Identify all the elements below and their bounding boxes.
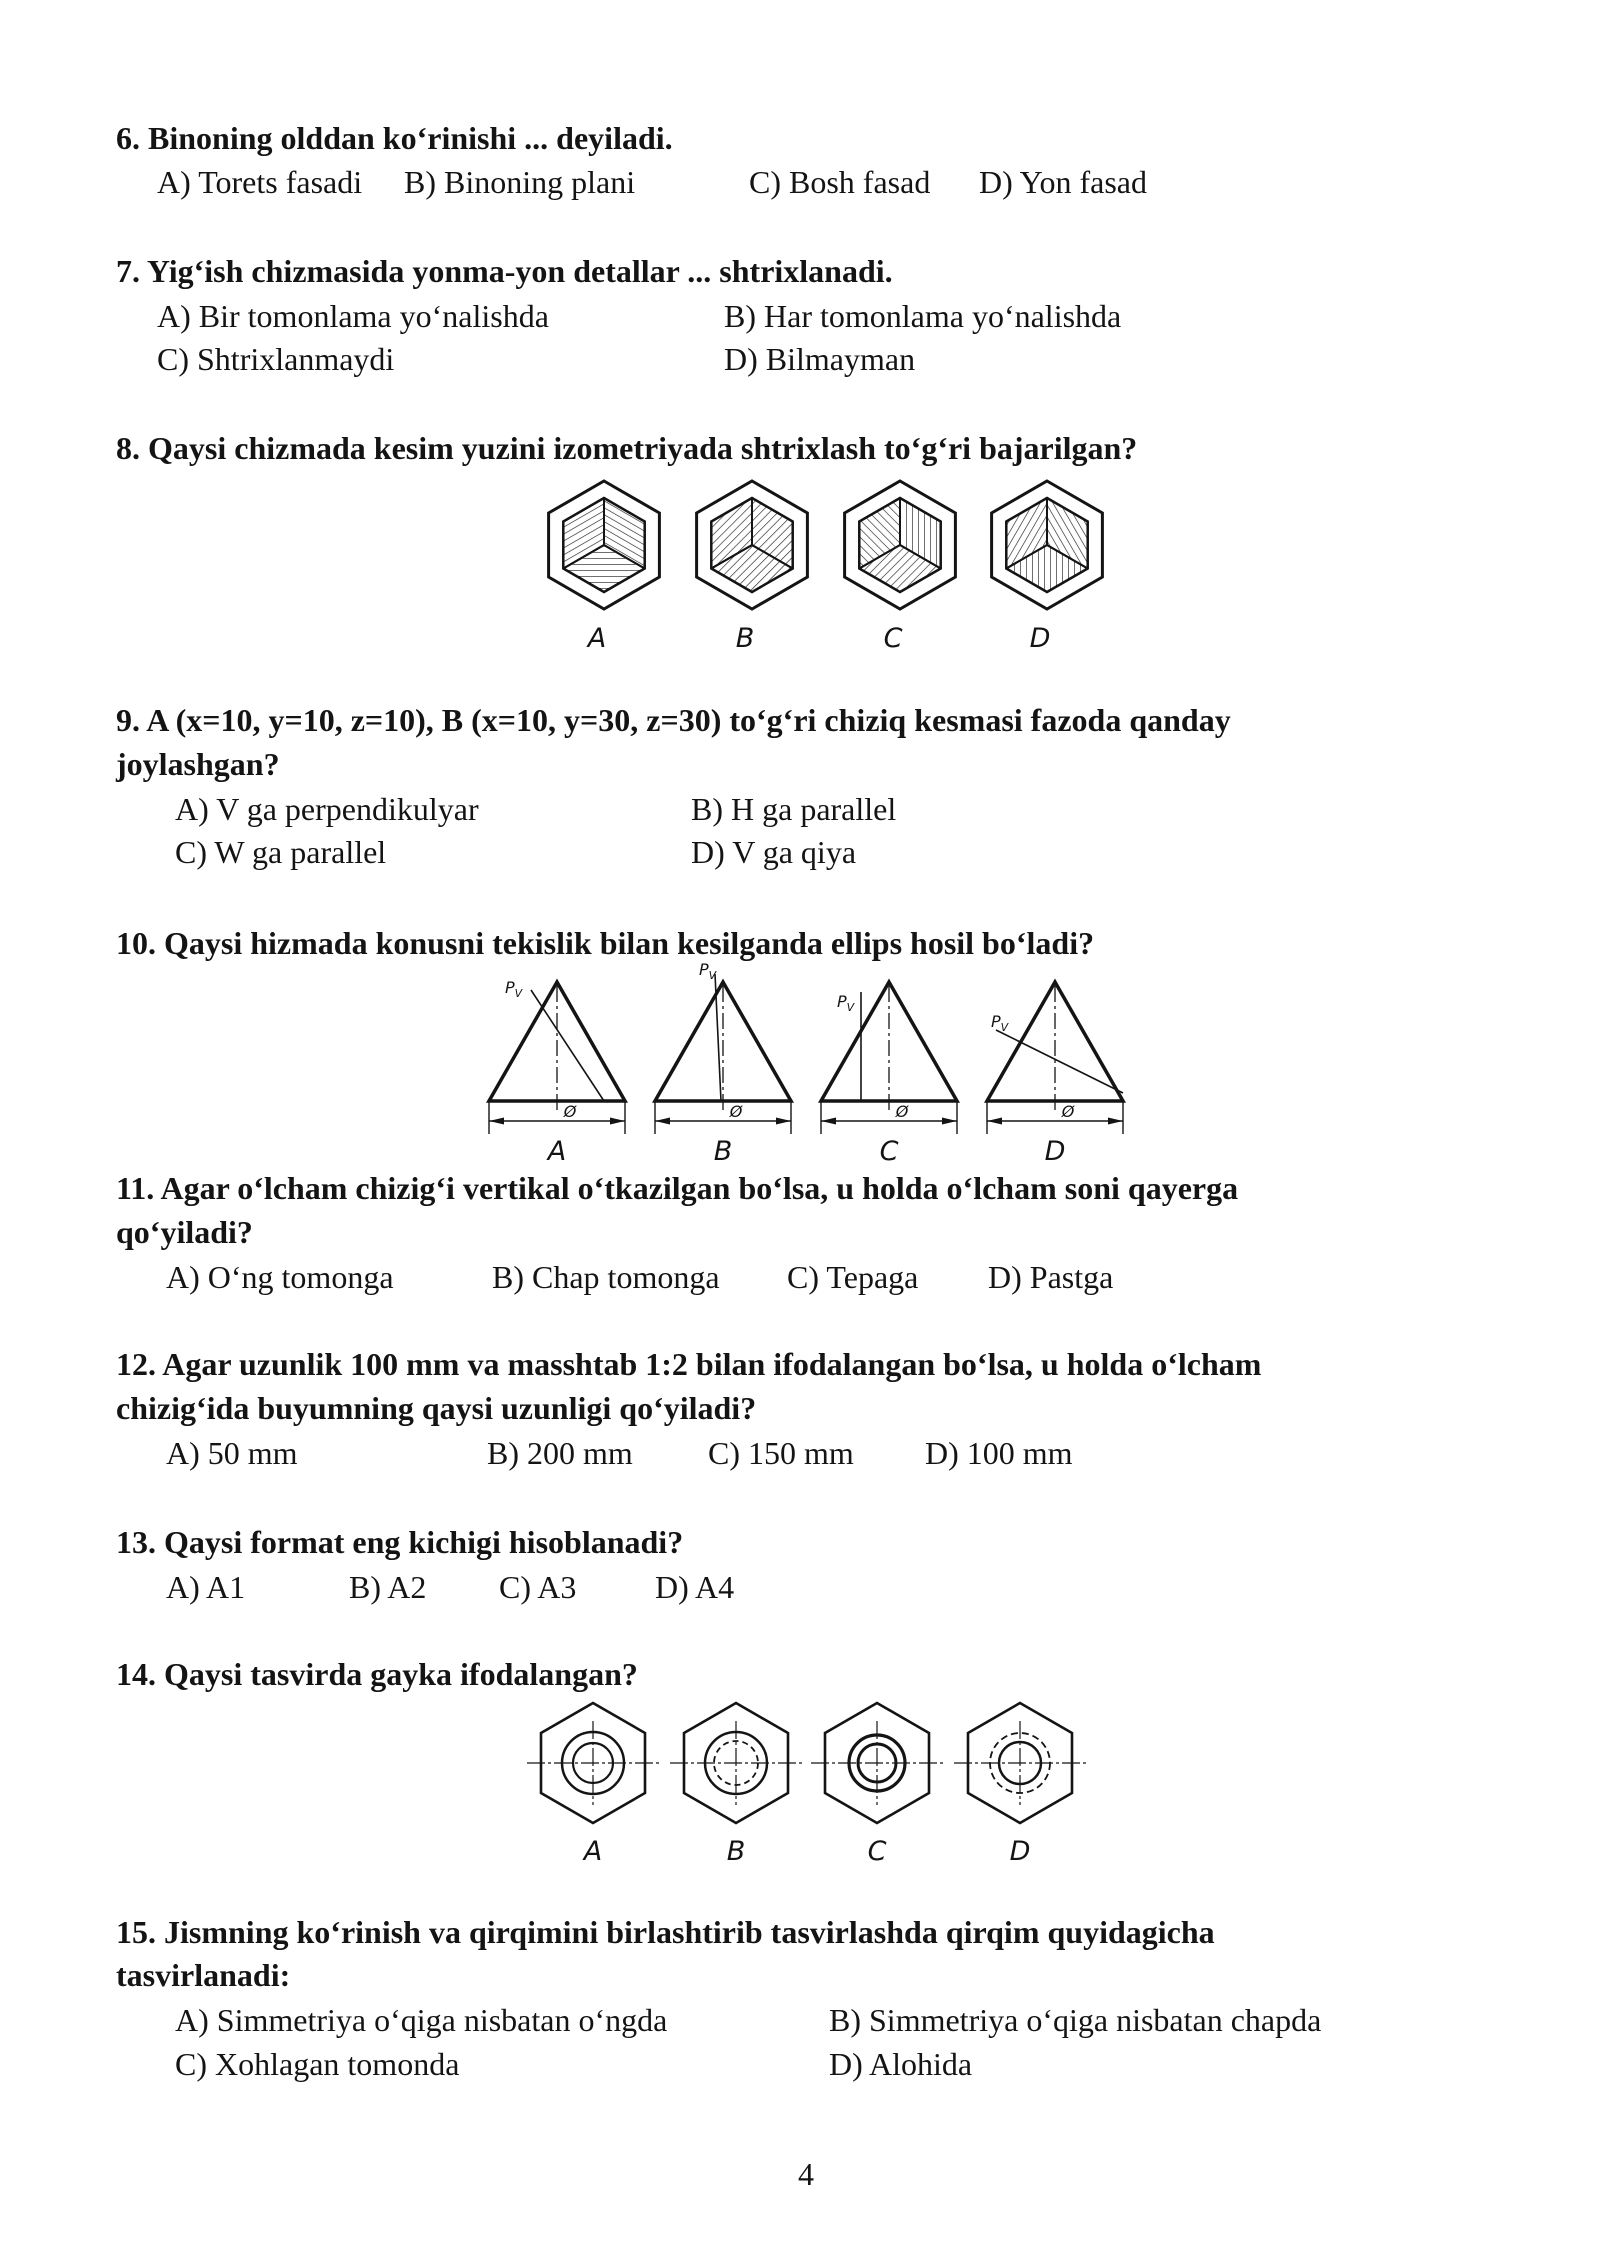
answer-option-c: C) Xohlagan tomonda <box>175 2046 460 2082</box>
q10-option-c-drawing <box>821 982 957 1134</box>
question-title: 10. Qaysi hizmada konusni tekislik bilan kesilganda ellips hosil bo‘ladi? <box>116 925 1095 961</box>
answer-option-a: A) A1 <box>166 1569 246 1605</box>
plane-symbol: P <box>699 960 709 979</box>
question-title: 13. Qaysi format eng kichigi hisoblanadi? <box>116 1524 684 1560</box>
answer-option-c: C) Bosh fasad <box>749 164 931 200</box>
q10-option-c-label: C <box>879 1136 899 1167</box>
plane-subscript: V <box>514 987 523 1000</box>
answer-option-d: D) A4 <box>655 1569 735 1605</box>
answer-option-d: D) 100 mm <box>925 1435 1073 1471</box>
question-title: 8. Qaysi chizmada kesim yuzini izometriyada shtrixlash to‘g‘ri bajarilgan? <box>116 430 1138 466</box>
answer-option-c: C) 150 mm <box>708 1435 854 1471</box>
plane-symbol: P <box>505 978 515 997</box>
cutting-plane-label <box>505 978 524 1000</box>
q10-option-a-label: A <box>547 1136 567 1167</box>
arrowhead <box>610 1118 625 1125</box>
answer-option-d: D) Yon fasad <box>979 164 1147 200</box>
answer-option-d: D) Alohida <box>829 2046 973 2082</box>
question-title: 6. Binoning olddan ko‘rinishi ... deyiladi. <box>116 120 673 156</box>
q14-nut-figure <box>0 1695 1600 1875</box>
question-title-line-2: joylashgan? <box>116 746 280 782</box>
question-title: 7. Yig‘ish chizmasida yonma-yon detallar ... shtrixlanadi. <box>116 253 893 289</box>
q10-option-b-drawing <box>655 960 791 1134</box>
arrowhead <box>987 1118 1002 1125</box>
answer-option-a: A) V ga perpendikulyar <box>175 791 479 827</box>
question-title-line-1: 9. A (x=10, y=10, z=10), B (x=10, y=30, z=30) to‘g‘ri chiziq kesmasi fazoda qanday <box>116 702 1231 738</box>
diameter-symbol: Ø <box>895 1102 909 1121</box>
cutting-plane-trace <box>996 1030 1123 1093</box>
q14-option-c-label: C <box>867 1836 887 1867</box>
question-title-line-1: 12. Agar uzunlik 100 mm va masshtab 1:2 bilan ifodalangan bo‘lsa, u holda o‘lcham <box>116 1346 1262 1382</box>
question-title: 14. Qaysi tasvirda gayka ifodalangan? <box>116 1656 638 1692</box>
arrowhead <box>655 1118 670 1125</box>
q8-option-a-drawing <box>549 481 660 609</box>
diameter-symbol: Ø <box>1061 1102 1075 1121</box>
q8-hatched-section-figure <box>0 470 1600 660</box>
q8-option-b-drawing <box>697 481 808 609</box>
answer-option-b: B) Har tomonlama yo‘nalishda <box>724 298 1122 334</box>
answer-option-a: A) Simmetriya o‘qiga nisbatan o‘ngda <box>175 2002 668 2038</box>
answer-option-a: A) O‘ng tomonga <box>166 1259 394 1295</box>
answer-option-b: B) Simmetriya o‘qiga nisbatan chapda <box>829 2002 1322 2038</box>
answer-option-a: A) Bir tomonlama yo‘nalishda <box>157 298 549 334</box>
answer-option-b: B) Binoning plani <box>404 164 636 200</box>
q8-option-d-label: D <box>1029 623 1051 654</box>
answer-option-a: A) 50 mm <box>166 1435 298 1471</box>
answer-option-c: C) W ga parallel <box>175 834 387 870</box>
answer-option-a: A) Torets fasadi <box>157 164 363 200</box>
q8-option-d-drawing <box>992 481 1103 609</box>
answer-option-c: C) A3 <box>499 1569 577 1605</box>
answer-option-d: D) V ga qiya <box>691 834 857 870</box>
q10-option-d-label: D <box>1044 1136 1066 1167</box>
q10-cone-section-figure <box>0 960 1600 1175</box>
plane-symbol: P <box>991 1012 1001 1031</box>
answer-option-c: C) Shtrixlanmaydi <box>157 341 395 377</box>
cutting-plane-label <box>699 960 718 982</box>
answer-option-c: C) Tepaga <box>787 1259 919 1295</box>
q8-option-a-label: A <box>587 623 607 654</box>
arrowhead <box>942 1118 957 1125</box>
q10-option-d-drawing <box>987 982 1123 1134</box>
answer-option-b: B) A2 <box>349 1569 427 1605</box>
arrowhead <box>821 1118 836 1125</box>
q14-option-b-drawing <box>670 1703 802 1823</box>
answer-option-b: B) 200 mm <box>487 1435 633 1471</box>
arrowhead <box>776 1118 791 1125</box>
diameter-symbol: Ø <box>729 1102 743 1121</box>
plane-subscript: V <box>1000 1021 1009 1034</box>
answer-option-b: B) H ga parallel <box>691 791 897 827</box>
question-title-line-2: qo‘yiladi? <box>116 1214 253 1250</box>
q14-option-d-drawing <box>954 1703 1086 1823</box>
answer-option-d: D) Bilmayman <box>724 341 916 377</box>
q8-option-c-drawing <box>845 481 956 609</box>
page-number: 4 <box>798 2156 814 2192</box>
arrowhead <box>1108 1118 1123 1125</box>
q14-option-c-drawing <box>811 1703 943 1823</box>
q10-option-b-label: B <box>713 1136 733 1167</box>
q14-option-b-label: B <box>726 1836 746 1867</box>
q14-option-a-label: A <box>583 1836 603 1867</box>
q14-option-a-drawing <box>527 1703 659 1823</box>
q14-option-d-label: D <box>1009 1836 1031 1867</box>
plane-subscript: V <box>708 969 717 982</box>
arrowhead <box>489 1118 504 1125</box>
diameter-symbol: Ø <box>563 1102 577 1121</box>
question-title-line-2: chizig‘ida buyumning qaysi uzunligi qo‘yiladi? <box>116 1390 757 1426</box>
cutting-plane-label <box>837 992 856 1014</box>
plane-subscript: V <box>846 1001 855 1014</box>
plane-symbol: P <box>837 992 847 1011</box>
question-title-line-2: tasvirlanadi: <box>116 1957 291 1993</box>
q8-option-c-label: C <box>883 623 903 654</box>
question-title-line-1: 11. Agar o‘lcham chizig‘i vertikal o‘tkazilgan bo‘lsa, u holda o‘lcham soni qayerga <box>116 1170 1239 1206</box>
answer-option-b: B) Chap tomonga <box>492 1259 720 1295</box>
answer-option-d: D) Pastga <box>988 1259 1114 1295</box>
question-title-line-1: 15. Jismning ko‘rinish va qirqimini birlashtirib tasvirlashda qirqim quyidagicha <box>116 1914 1215 1950</box>
cutting-plane-label <box>991 1012 1010 1034</box>
q10-option-a-drawing <box>489 978 625 1134</box>
q8-option-b-label: B <box>735 623 755 654</box>
